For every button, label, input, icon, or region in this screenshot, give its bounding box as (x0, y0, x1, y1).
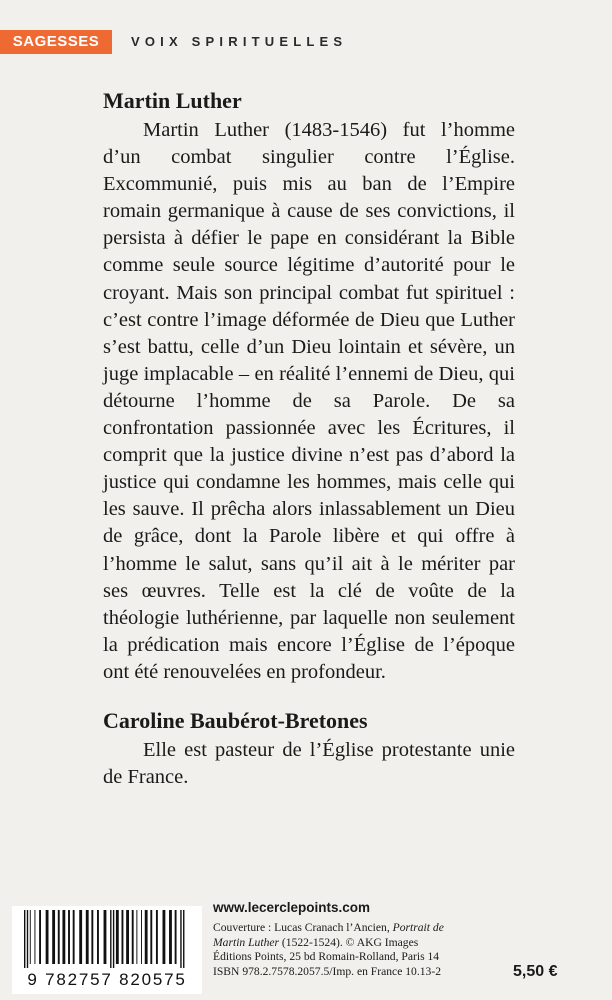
barcode-bar (132, 910, 134, 964)
barcode-bar (141, 910, 142, 964)
barcode-bar (113, 910, 114, 968)
barcode-bar (136, 910, 137, 964)
cover-credits (213, 921, 513, 979)
barcode-bar (180, 910, 181, 968)
publisher-address: Éditions Points, 25 bd Romain-Rolland, Paris 14 (213, 950, 440, 964)
barcode-bar (91, 910, 93, 964)
bauberot-description: Elle est pasteur de l’Église protestante unie de France. (103, 739, 515, 789)
series-tag: SAGESSES (0, 30, 112, 54)
barcode-bar (163, 910, 166, 964)
barcode-bar (126, 910, 129, 964)
series-name: VOIX SPIRITUELLES (131, 34, 348, 49)
barcode-bar (104, 910, 107, 964)
barcode-bars (22, 910, 192, 968)
barcode-bar (27, 910, 28, 968)
barcode-bar (24, 910, 25, 968)
barcode-bar (73, 910, 75, 964)
barcode-bar (110, 910, 111, 968)
barcode-digits: 9 782757 820575 (27, 970, 187, 989)
luther-description: Martin Luther (1483-1546) fut l’homme d’un combat singulier contre l’Église. Excommunié, puis mis au ban de l’Empire romain germanique à cause de ses convictions, il persista à défier le pape en considérant la Bible comme seule source légitime d’autorité pour le croyant. Mais son principal combat fut spirituel : c’est contre l’image déformée de Dieu que Luther s’est battu, celle d’un Dieu lointain et sévère, un juge implacable – en réalité l’ennemi de Dieu, qui détourne l’homme de sa Parole. De sa confrontation passionnée avec les Écritures, il comprit que la justice divine n’est pas d’abord la justice qui condamne les hommes, mais celle qui les sauve. Il prêcha alors inlassablement un Dieu de grâce, dont la Parole libère et qui offre à l’homme le salut, sans qu’il ait à le mériter par ses œuvres. Telle est la clé de voûte de la théologie luthérienne, par laquelle non seulement la prédication mais encore l’Église de l’époque ont été renouvelées en profondeur. (103, 119, 515, 683)
publisher-website-link[interactable]: www.lecerclepoints.com (213, 900, 371, 915)
barcode-bar (30, 910, 31, 964)
isbn-line: ISBN 978.2.7578.2057.5/Imp. en France 10.13-2 (213, 964, 441, 978)
barcode-bar (169, 910, 172, 964)
barcode-bar (97, 910, 99, 964)
barcode-bar (68, 910, 70, 964)
author-heading-bauberot: Caroline Baubérot-Bretones (103, 708, 368, 733)
author-heading-luther: Martin Luther (103, 88, 242, 113)
barcode-bar (46, 910, 49, 964)
credit-line-1: Couverture : Lucas Cranach l’Ancien, Portrait de (213, 921, 444, 934)
barcode-bar (39, 910, 41, 964)
barcode-bar (145, 910, 148, 964)
credit-line-2: Martin Luther (1522-1524). © AKG Images (213, 935, 419, 949)
barcode-bar (52, 910, 55, 964)
barcode (12, 906, 202, 994)
barcode-bar (62, 910, 65, 964)
barcode-bar (79, 910, 82, 964)
barcode-bar (183, 910, 184, 968)
barcode-bar (58, 910, 60, 964)
series-header (0, 30, 612, 54)
barcode-bar (156, 910, 158, 964)
barcode-bar (122, 910, 124, 964)
barcode-bar (34, 910, 35, 964)
barcode-bar (86, 910, 89, 964)
barcode-bar (175, 910, 177, 964)
barcode-bar (116, 910, 119, 964)
barcode-bar (150, 910, 152, 964)
price-label: 5,50 € (513, 963, 558, 980)
